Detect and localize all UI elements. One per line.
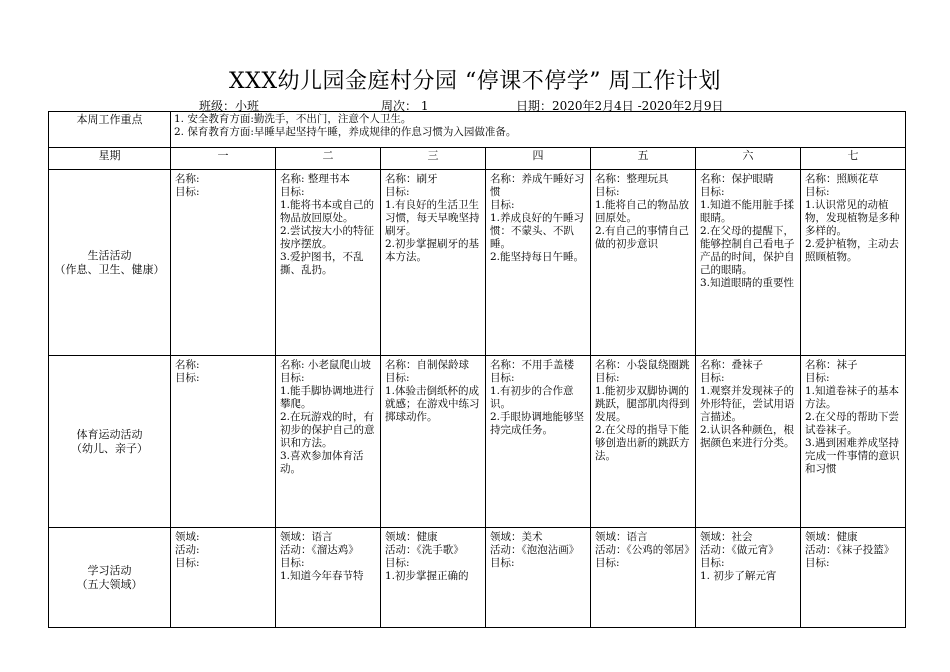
activity-line: 名称：不用手盖楼 — [490, 359, 574, 371]
activity-line: 1.能将自己的物品放回原处。 — [595, 199, 690, 224]
row-label-line: 学习活动 — [87, 563, 132, 577]
activity-cell — [276, 528, 381, 628]
activity-line: 1.知道卷袜子的基本方法。 — [805, 385, 900, 410]
weekday-header: 二 — [276, 148, 381, 170]
activity-line: 1. 初步了解元宵 — [700, 570, 777, 582]
activity-line: 1.有初步的合作意识。 — [490, 385, 574, 410]
activity-line: 3.遇到困难养成坚持完成一件事情的意识和习惯 — [805, 437, 900, 475]
activity-line: 名称：叠袜子 — [700, 359, 763, 371]
weekday-header: 七 — [801, 148, 906, 170]
activity-cell — [801, 170, 906, 356]
activity-row — [49, 356, 906, 528]
activity-cell — [171, 356, 276, 528]
activity-line: 目标: — [385, 186, 410, 198]
focus-item: 2. 保育教育方面:早睡早起坚持午睡，养成规律的作息习惯为入园做准备。 — [174, 126, 517, 138]
activity-line: 目标: — [280, 186, 305, 198]
activity-line: 领域：健康 — [805, 531, 858, 543]
activity-line: 目标: — [805, 557, 830, 569]
row-label-line: （幼儿、亲子） — [71, 441, 148, 455]
activity-line: 目标: — [595, 372, 620, 384]
activity-cell — [276, 356, 381, 528]
activity-line: 名称：照顾花草 — [805, 173, 879, 185]
weekday-header: 一 — [171, 148, 276, 170]
activity-line: 名称：整理玩具 — [595, 173, 669, 185]
activity-line: 活动：《袜子投篮》 — [805, 544, 895, 556]
activity-line: 名称：保护眼睛 — [700, 173, 774, 185]
activity-line: 名称: 小老鼠爬山坡 — [280, 359, 371, 371]
activity-line: 目标: — [700, 186, 725, 198]
activity-line: 目标: — [595, 557, 620, 569]
activity-line: 3.爱护图书，不乱撕、乱扔。 — [280, 251, 364, 276]
activity-cell — [696, 528, 801, 628]
activity-line: 2.在父母的帮助下尝试卷袜子。 — [805, 411, 900, 436]
activity-line: 2.初步掌握刷牙的基本方法。 — [385, 238, 480, 263]
activity-line: 2.爱护植物，主动去照顾植物。 — [805, 238, 900, 263]
activity-line: 1.初步掌握正确的 — [385, 570, 469, 582]
page-title: XXX幼儿园金庭村分园 “停课不停学” 周工作计划 — [229, 69, 721, 94]
activity-line: 领域：健康 — [385, 531, 438, 543]
weekday-header: 六 — [696, 148, 801, 170]
activity-line: 活动: — [175, 544, 200, 556]
activity-line: 目标: — [385, 372, 410, 384]
activity-line: 活动：《洗手歌》 — [385, 544, 464, 556]
activity-line: 活动：《公鸡的邻居》 — [595, 544, 695, 556]
activity-row — [49, 528, 906, 628]
activity-row-label — [49, 528, 171, 628]
activity-row — [49, 170, 906, 356]
activity-line: 目标: — [175, 186, 200, 198]
activity-line: 目标: — [595, 186, 620, 198]
activity-line: 目标: — [490, 199, 515, 211]
activity-cell — [171, 170, 276, 356]
activity-cell — [381, 528, 486, 628]
activity-line: 活动：《做元宵》 — [700, 544, 779, 556]
activity-cell — [171, 528, 276, 628]
class-info: 班级：小班 — [199, 99, 260, 113]
activity-line: 2.认识各种颜色，根据颜色来进行分类。 — [700, 424, 795, 449]
activity-line: 领域：社会 — [700, 531, 753, 543]
weekday-header-row — [49, 148, 906, 170]
activity-line: 2.有自己的事情自己做的初步意识 — [595, 225, 690, 250]
activity-line: 1.能手脚协调地进行攀爬。 — [280, 385, 375, 410]
focus-item: 1. 安全教育方面:勤洗手，不出门，注意个人卫生。 — [174, 113, 412, 125]
activity-line: 目标: — [385, 557, 410, 569]
activity-cell — [381, 356, 486, 528]
activity-line: 1.能初步双脚协调的跳跃，腿部肌肉得到发展。 — [595, 385, 690, 423]
date-info: 日期：2020年2月4日 -2020年2月9日 — [516, 99, 724, 113]
week-info: 周次： 1 — [381, 99, 429, 113]
activity-line: 目标: — [700, 557, 725, 569]
row-label-line: （作息、卫生、健康） — [54, 262, 165, 276]
activity-line: 目标: — [805, 372, 830, 384]
activity-line: 目标: — [490, 372, 515, 384]
activity-line: 名称: 整理书本 — [280, 173, 350, 185]
activity-line: 名称: — [175, 173, 200, 185]
activity-line: 2.手眼协调地能够坚持完成任务。 — [490, 411, 585, 436]
activity-line: 领域: — [175, 531, 200, 543]
activity-line: 1.知道不能用脏手揉眼睛。 — [700, 199, 795, 224]
activity-line: 目标: — [805, 186, 830, 198]
activity-cell — [381, 170, 486, 356]
activity-line: 1.有良好的生活卫生习惯，每天早晚坚持刷牙。 — [385, 199, 480, 237]
activity-line: 名称：袜子 — [805, 359, 858, 371]
activity-cell — [486, 356, 591, 528]
activity-line: 目标: — [175, 557, 200, 569]
weekday-header: 三 — [381, 148, 486, 170]
activity-row-label — [49, 356, 171, 528]
activity-line: 目标: — [280, 372, 305, 384]
focus-text — [171, 112, 906, 148]
activity-line: 目标: — [700, 372, 725, 384]
activity-line: 1.观察并发现袜子的外形特征，尝试用语言描述。 — [700, 385, 795, 423]
weekly-plan-table — [48, 111, 906, 628]
activity-line: 名称: — [175, 359, 200, 371]
weekday-header-label: 星期 — [49, 148, 171, 170]
activity-cell — [801, 528, 906, 628]
activity-cell — [696, 170, 801, 356]
row-label-line: 生活活动 — [87, 248, 132, 262]
activity-line: 1.养成良好的午睡习惯：不蒙头、不趴睡。 — [490, 212, 585, 250]
activity-line: 名称：养成午睡好习惯 — [490, 173, 585, 198]
activity-cell — [486, 170, 591, 356]
activity-line: 2.能坚持每日午睡。 — [490, 251, 585, 263]
activity-line: 2.尝试按大小的特征按序摆放。 — [280, 225, 375, 250]
activity-line: 活动：《泡泡沾画》 — [490, 544, 580, 556]
focus-row — [49, 112, 906, 148]
activity-line: 3.知道眼睛的重要性 — [700, 277, 795, 289]
focus-label: 本周工作重点 — [49, 112, 171, 148]
activity-cell — [276, 170, 381, 356]
activity-line: 2.在父母的指导下能够创造出新的跳跃方法。 — [595, 424, 690, 462]
activity-line: 活动：《溜达鸡》 — [280, 544, 359, 556]
activity-cell — [696, 356, 801, 528]
activity-line: 1.能将书本或自己的物品放回原处。 — [280, 199, 375, 224]
row-label-line: （五大领域） — [76, 577, 143, 591]
activity-line: 名称：刷牙 — [385, 173, 438, 185]
activity-cell — [591, 356, 696, 528]
activity-line: 目标: — [490, 557, 515, 569]
activity-line: 领域：语言 — [280, 531, 333, 543]
activity-line: 名称：小袋鼠绕圈跳 — [595, 359, 690, 371]
activity-cell — [801, 356, 906, 528]
activity-line: 2.在父母的提醒下，能够控制自己看电子产品的时间，保护自己的眼睛。 — [700, 225, 795, 276]
activity-line: 目标: — [280, 557, 305, 569]
row-label-line: 体育运动活动 — [76, 427, 143, 441]
activity-line: 领域：语言 — [595, 531, 648, 543]
activity-cell — [486, 528, 591, 628]
activity-cell — [591, 170, 696, 356]
activity-line: 2.在玩游戏的时，有初步的保护自己的意识和方法。 — [280, 411, 375, 449]
activity-line: 目标: — [175, 372, 200, 384]
activity-line: 名称：自制保龄球 — [385, 359, 469, 371]
activity-line: 1.体验击倒纸杯的成就感；在游戏中练习掷球动作。 — [385, 385, 480, 423]
weekday-header: 五 — [591, 148, 696, 170]
weekday-header: 四 — [486, 148, 591, 170]
activity-line: 1.认识常见的动植物，发现植物是多种多样的。 — [805, 199, 900, 237]
activity-line: 1.知道今年春节特 — [280, 570, 364, 582]
activity-row-label — [49, 170, 171, 356]
activity-cell — [591, 528, 696, 628]
activity-line: 3.喜欢参加体育活动。 — [280, 450, 364, 475]
activity-line: 领域：美术 — [490, 531, 543, 543]
